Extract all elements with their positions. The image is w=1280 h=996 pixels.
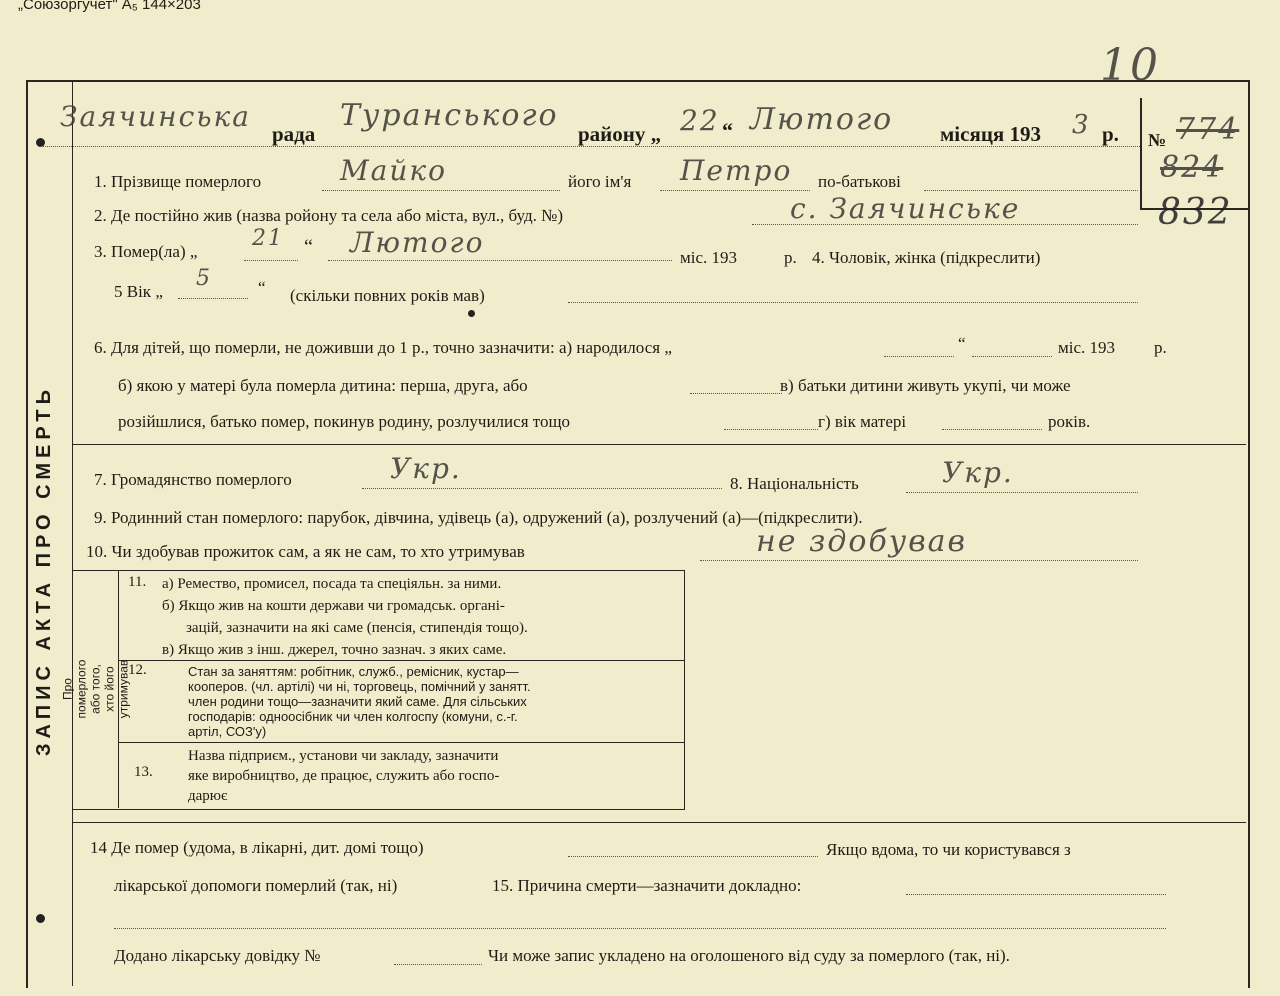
row-11c: в) Якщо жив з інш. джерел, точно зазнач. з яких саме. <box>162 642 507 658</box>
row-12-line-3: член родини тощо—зазначити який саме. Для сільських <box>188 694 527 709</box>
died-label: 3. Помер(ла) „ <box>94 242 198 261</box>
day-handwritten: 22 <box>680 104 720 137</box>
year-suffix: р. <box>1102 122 1119 146</box>
age-quote: “ <box>258 278 266 297</box>
row-12-line-2: кооперов. (чл. артілі) чи ні, торговець, помічний у занятт. <box>188 679 531 694</box>
sex-label: 4. Чоловік, жінка (підкреслити) <box>812 248 1041 267</box>
cause-of-death-line <box>906 894 1166 895</box>
sheet-number: 10 <box>1100 40 1160 91</box>
died-month-handwritten: Лютого <box>350 226 485 259</box>
support-line <box>700 560 1138 561</box>
row-11b-1: б) Якщо жив на кошти держави чи громадськ. органі- <box>162 598 505 614</box>
row-11-number: 11. <box>128 574 147 590</box>
row-13-number: 13. <box>134 764 153 780</box>
home-care-label: Якщо вдома, то чи користувався з <box>826 840 1071 859</box>
sidebar-divider <box>72 80 73 986</box>
binding-hole-center <box>468 310 475 317</box>
number-struck-2: 824 <box>1160 150 1224 185</box>
section-divider-2 <box>72 822 1246 823</box>
surname-line <box>322 190 560 191</box>
citizenship-line <box>362 488 722 489</box>
citizenship-handwritten: Укр. <box>390 452 462 485</box>
infant-line-2b: в) батьки дитини живуть укупі, чи може <box>780 376 1071 395</box>
cause-of-death-label: 15. Причина смерти—зазначити докладно: <box>492 876 802 895</box>
infant-quote: “ <box>958 334 966 353</box>
row-12-line-4: господарів: одноосібник чи член колгоспу (комуни, с.-г. <box>188 709 518 724</box>
record-title: ЗАПИС АКТА ПРО СМЕРТЬ <box>32 384 55 756</box>
place-of-death-line <box>568 856 818 857</box>
infant-line-1: 6. Для дітей, що померли, не доживши до 1 р., точно зазначити: а) народилося „ <box>94 338 672 357</box>
header-underline <box>40 146 1140 147</box>
mother-age-line <box>942 429 1042 430</box>
support-handwritten: не здобував <box>756 524 968 559</box>
surname-label: 1. Прізвище померлого <box>94 172 262 191</box>
age-line <box>178 298 248 299</box>
age-note: (скільки повних років мав) <box>290 286 485 305</box>
year-digit-handwritten: 3 <box>1072 110 1091 140</box>
infant-line-3b: г) вік матері <box>818 412 907 431</box>
residence-handwritten: с. Заячинське <box>790 192 1021 225</box>
publisher-imprint: „Союзоргучет" А₅ 144×203 <box>18 0 201 13</box>
died-month-line <box>328 260 672 261</box>
died-day-handwritten: 21 <box>252 226 284 251</box>
number-label: № <box>1148 130 1167 150</box>
infant-family-line <box>724 429 818 430</box>
nationality-line <box>906 492 1138 493</box>
row-12-line-1: Стан за заняттям: робітник, служб., ремісник, кустар— <box>188 664 519 679</box>
council-handwritten: Заячинська <box>60 100 251 133</box>
nationality-label: 8. Національність <box>730 474 859 493</box>
occupation-row-divider-2 <box>118 742 684 743</box>
place-of-death-label: 14 Де помер (удома, в лікарні, дит. домі тощо) <box>90 838 424 857</box>
citizenship-label: 7. Громадянство померлого <box>94 470 292 489</box>
row-13-line-1: Назва підприєм., установи чи закладу, зазначити <box>188 748 499 764</box>
infant-month-line <box>972 356 1052 357</box>
died-day-line <box>244 260 298 261</box>
infant-line-3a: розійшлися, батько помер, покинув родину, розлучилися тощо <box>118 412 571 431</box>
month-handwritten: Лютого <box>750 102 894 137</box>
number-struck-1: 774 <box>1176 112 1240 147</box>
support-label: 10. Чи здобував прожиток сам, а як не сам, то хто утримував <box>86 542 525 561</box>
died-mis: міс. 193 <box>680 248 738 267</box>
residence-label: 2. Де постійно жив (назва ройону та села або міста, вул., буд. №) <box>94 206 564 225</box>
certificate-label: Додано лікарську довідку № <box>114 946 321 965</box>
certificate-line <box>394 964 482 965</box>
died-year-r: р. <box>784 248 797 267</box>
died-quote: “ <box>304 236 313 258</box>
patronymic-line <box>924 190 1138 191</box>
row-11a: а) Ремество, промисел, посада та спеціяльн. за ними. <box>162 576 502 592</box>
cause-extra-line <box>114 928 1166 929</box>
district-handwritten: Туранського <box>340 98 559 133</box>
occupation-row-divider-1 <box>118 660 684 661</box>
raion-label: району „ <box>578 122 662 146</box>
medical-help-label: лікарської допомоги померлий (так, ні) <box>114 876 398 895</box>
age-rest-line <box>568 302 1138 303</box>
name-label: його ім'я <box>568 172 632 191</box>
infant-line-2a: б) якою у матері була померла дитина: перша, друга, або <box>118 376 528 395</box>
section-divider-1 <box>72 444 1246 445</box>
name-handwritten: Петро <box>680 154 793 187</box>
infant-mis: міс. 193 <box>1058 338 1116 357</box>
name-line <box>660 190 810 191</box>
court-label: Чи може запис укладено на оголошеного від суду за померлого (так, ні). <box>488 946 1010 965</box>
row-12-number: 12. <box>128 662 147 678</box>
row-12-line-5: артіл, СОЗ'у) <box>188 724 267 739</box>
surname-handwritten: Майко <box>340 154 447 187</box>
row-11b-2: зацій, зазначити на які саме (пенсія, стипендія тощо). <box>186 620 528 636</box>
month-year-label: місяця 193 <box>940 122 1042 146</box>
marital-status-label: 9. Родинний стан померлого: парубок, дівчина, удівець (а), одружений (а), розлучений (а)—(підкреслити). <box>94 508 863 527</box>
patronymic-label: по-батькові <box>818 172 901 191</box>
row-13-line-2: яке виробництво, де працює, служить або госпо- <box>188 768 500 784</box>
occupation-side-label: Про померлого або того, хто його утримував <box>60 659 131 719</box>
age-label: 5 Вік „ <box>114 282 163 301</box>
infant-line-3c: років. <box>1048 412 1091 431</box>
infant-r: р. <box>1154 338 1167 357</box>
binding-hole-bottom <box>36 914 45 923</box>
number-current: 832 <box>1158 192 1233 233</box>
day-quote: “ <box>722 118 733 143</box>
age-handwritten: 5 <box>196 266 212 291</box>
infant-day-line <box>884 356 954 357</box>
rada-label: рада <box>272 122 316 146</box>
infant-order-line <box>690 393 782 394</box>
nationality-handwritten: Укр. <box>942 456 1014 489</box>
row-13-line-3: дарює <box>188 788 228 804</box>
